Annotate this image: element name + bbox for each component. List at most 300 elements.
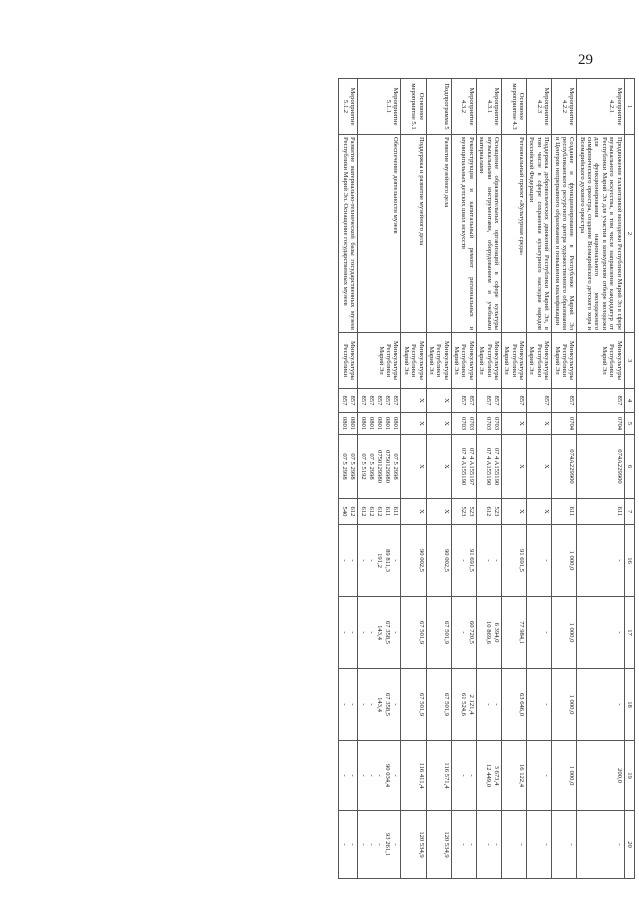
value-cell: [552, 669, 577, 741]
value-line: 16 122,4: [518, 763, 526, 788]
value-cell: [401, 413, 426, 435]
value-line: 612: [485, 506, 492, 517]
value-line: 77 984,1: [518, 620, 526, 645]
value-cell: [451, 435, 476, 499]
value-cell: [552, 435, 577, 499]
rotated-table-container: [75, 78, 635, 878]
value-cell: [451, 389, 476, 413]
value-line: 116 411,4: [417, 762, 425, 789]
responsible-cell: Минкультуры Республики Марий Эл: [401, 333, 426, 389]
value-line: -: [493, 703, 500, 706]
value-line: 611: [384, 506, 392, 517]
value-line: X: [543, 421, 551, 426]
measure-description-cell: Развитие материально-технической базы государственных музеев Республики Марий Эл. Оснащение государственных музеев: [339, 135, 358, 333]
value-line: X: [518, 464, 526, 469]
value-cell: [502, 413, 527, 435]
value-line: 63 646,0: [518, 692, 526, 717]
column-header: 19: [624, 741, 634, 811]
value-cell: [426, 597, 451, 669]
measure-description-cell: Обеспечение деятельности музеев: [358, 135, 401, 333]
responsible-cell: Минкультуры Республики Марий Эл: [577, 333, 624, 389]
value-cell: [552, 413, 577, 435]
responsible-cell: Минкультуры Республики Марий Эл: [451, 333, 476, 389]
value-cell: [476, 525, 501, 597]
value-cell: [339, 669, 358, 741]
value-cell: [339, 435, 358, 499]
value-cell: [577, 389, 624, 413]
value-line: 90 002,5: [417, 548, 425, 573]
value-line: -: [349, 843, 357, 846]
measure-name-cell: Мероприятие 4.2.2: [552, 79, 577, 135]
value-line: -: [459, 843, 467, 846]
value-line: 200,0: [615, 768, 623, 783]
value-line: 0801: [392, 416, 400, 431]
value-line: 540: [341, 506, 349, 517]
value-cell: [527, 413, 552, 435]
value-line: -: [459, 631, 467, 634]
table-row: [502, 79, 527, 879]
value-line: -: [368, 703, 376, 706]
value-line: 0801: [360, 416, 368, 431]
value-line: -: [518, 843, 526, 846]
measure-name-cell: Мероприятие 5.1.2: [339, 79, 358, 135]
measure-name-cell: Мероприятие 4.3.1: [476, 79, 501, 135]
value-line: -: [485, 559, 492, 562]
value-line: 07 4 A155190: [493, 447, 500, 486]
value-line: 10 869,6: [485, 620, 492, 645]
value-line: 1 000,0: [568, 694, 576, 715]
value-cell: [502, 389, 527, 413]
value-line: 67 501,9: [417, 620, 425, 645]
value-cell: [426, 525, 451, 597]
value-line: 143,4: [376, 697, 384, 712]
value-cell: [426, 389, 451, 413]
value-line: -: [341, 703, 349, 706]
measure-name-cell: Подпрограмма 5: [426, 79, 451, 135]
value-line: 1 000,0: [568, 765, 576, 786]
value-line: -: [493, 843, 500, 846]
value-line: 67 358,5: [384, 620, 392, 645]
responsible-cell: Минкультуры Республики: [339, 333, 358, 389]
value-line: 074A229900: [568, 449, 576, 484]
value-cell: [527, 525, 552, 597]
table-row: [426, 79, 451, 879]
responsible-cell: Минкультуры Республики Марий Эл: [476, 333, 501, 389]
value-line: 120 534,9: [442, 831, 450, 858]
value-line: 0703: [459, 416, 467, 431]
value-cell: [577, 811, 624, 879]
value-cell: [358, 669, 401, 741]
column-header: 18: [624, 669, 634, 741]
value-cell: [451, 499, 476, 525]
value-line: 67 501,9: [417, 692, 425, 717]
value-line: X: [518, 421, 526, 426]
value-line: 523: [493, 506, 500, 517]
value-line: -: [368, 559, 376, 562]
value-line: -: [349, 774, 357, 777]
value-cell: [527, 669, 552, 741]
measure-description-cell: Создание и функционирование в Республике Марий Эл республиканского ресурсного центра художественного образования и Центров непрерывного образования и повышения квалификации: [552, 135, 577, 333]
value-line: 6 394,0: [493, 622, 500, 643]
value-cell: [476, 389, 501, 413]
value-cell: [476, 413, 501, 435]
value-line: -: [467, 843, 475, 846]
value-line: -: [376, 843, 384, 846]
value-line: -: [543, 703, 551, 706]
value-line: 07 4 A155197: [467, 447, 475, 486]
value-line: -: [360, 559, 368, 562]
value-line: 611: [615, 506, 623, 517]
value-line: 857: [485, 395, 492, 406]
value-line: -: [459, 774, 467, 777]
value-line: 0801: [349, 416, 357, 431]
column-header: 16: [624, 525, 634, 597]
column-header: 1: [624, 79, 634, 135]
value-line: 91 691,5: [467, 548, 475, 573]
value-line: 07 5 2998: [392, 453, 400, 480]
value-line: X: [417, 464, 425, 469]
value-line: -: [349, 703, 357, 706]
value-cell: [339, 811, 358, 879]
value-line: 611: [392, 506, 400, 517]
value-cell: [527, 435, 552, 499]
value-line: -: [360, 703, 368, 706]
value-cell: [451, 597, 476, 669]
value-line: 143,4: [376, 625, 384, 640]
table-row: [451, 79, 476, 879]
value-line: X: [417, 421, 425, 426]
value-line: 07 5 2998: [341, 453, 349, 480]
value-cell: [426, 499, 451, 525]
value-line: 90 002,5: [442, 548, 450, 573]
value-cell: [527, 811, 552, 879]
value-line: -: [360, 774, 368, 777]
value-line: 91 691,5: [518, 548, 526, 573]
value-line: -: [341, 843, 349, 846]
value-cell: [552, 389, 577, 413]
value-line: 857: [384, 395, 392, 406]
value-cell: [339, 413, 358, 435]
budget-table: [339, 78, 636, 879]
value-cell: [577, 435, 624, 499]
value-line: 611: [568, 506, 576, 517]
value-line: 1 000,0: [568, 622, 576, 643]
value-line: -: [392, 559, 400, 562]
value-line: -: [485, 703, 492, 706]
value-line: -: [349, 559, 357, 562]
value-cell: [577, 669, 624, 741]
value-cell: [401, 435, 426, 499]
value-line: -: [543, 774, 551, 777]
value-line: -: [368, 631, 376, 634]
value-line: -: [568, 843, 576, 846]
value-cell: [358, 741, 401, 811]
value-line: X: [442, 509, 450, 514]
value-line: 93 261,1: [384, 832, 392, 857]
value-cell: [401, 597, 426, 669]
value-cell: [451, 741, 476, 811]
value-line: 116 571,4: [442, 762, 450, 789]
value-line: -: [615, 631, 623, 634]
value-cell: [401, 741, 426, 811]
value-line: 0801: [368, 416, 376, 431]
value-cell: [358, 597, 401, 669]
value-line: 0750129980: [384, 450, 392, 483]
value-line: 07 5 2998: [349, 453, 357, 480]
measure-description-cell: Реконструкция и капитальный ремонт региональных и муниципальных детских школ искусств: [451, 135, 476, 333]
value-line: X: [442, 421, 450, 426]
value-line: 2 121,4: [467, 694, 475, 715]
value-cell: [552, 811, 577, 879]
value-cell: [476, 435, 501, 499]
responsible-cell: Минкультуры Республики Марий Эл: [358, 333, 401, 389]
value-cell: [401, 669, 426, 741]
value-cell: [577, 741, 624, 811]
value-line: X: [543, 464, 551, 469]
value-line: -: [376, 774, 384, 777]
value-cell: [476, 741, 501, 811]
value-line: -: [368, 774, 376, 777]
value-line: 67 501,9: [442, 692, 450, 717]
value-line: 523: [459, 506, 467, 517]
value-cell: [339, 389, 358, 413]
measure-name-cell: Основное мероприятие 5.1: [401, 79, 426, 135]
column-header: 7: [624, 499, 634, 525]
value-line: -: [615, 559, 623, 562]
value-line: 612: [360, 506, 368, 517]
value-line: 07 5 2998: [368, 453, 376, 480]
value-line: 0750129980: [376, 450, 384, 483]
value-line: 0703: [493, 416, 500, 431]
value-cell: [527, 597, 552, 669]
value-cell: [426, 811, 451, 879]
value-line: 857: [543, 395, 551, 406]
value-line: X: [543, 509, 551, 514]
value-cell: [502, 499, 527, 525]
column-header: 4: [624, 389, 634, 413]
value-line: 857: [341, 395, 349, 406]
value-cell: [401, 499, 426, 525]
value-line: 07 4 A155190: [459, 447, 467, 486]
measure-name-cell: Мероприятие 4.2.1: [577, 79, 624, 135]
value-line: X: [417, 509, 425, 514]
value-cell: [527, 741, 552, 811]
value-cell: [502, 597, 527, 669]
measure-name-cell: Мероприятие 4.2.3: [527, 79, 552, 135]
column-header: 17: [624, 597, 634, 669]
value-cell: [401, 811, 426, 879]
value-line: 074A229900: [615, 449, 623, 484]
value-line: -: [485, 843, 492, 846]
measure-name-cell: Мероприятие 4.3.2: [451, 79, 476, 135]
value-line: 857: [368, 395, 376, 406]
value-line: -: [615, 843, 623, 846]
value-cell: [358, 499, 401, 525]
value-cell: [358, 811, 401, 879]
value-line: 612: [349, 506, 357, 517]
value-line: 60 720,5: [467, 620, 475, 645]
measure-description-cell: Развитие музейного дела: [426, 135, 451, 333]
value-line: 0801: [341, 416, 349, 431]
value-cell: [502, 811, 527, 879]
measure-name-cell: Основное мероприятие 4.3: [502, 79, 527, 135]
measure-description-cell: Поддержка добровольческих движений Республики Марий Эл, в том числе в сфере сохранения культурного наследия народов Российской Федерации: [527, 135, 552, 333]
value-line: 857: [349, 395, 357, 406]
table-row: [358, 79, 401, 879]
value-line: -: [543, 631, 551, 634]
value-line: -: [543, 559, 551, 562]
value-line: X: [518, 509, 526, 514]
value-cell: [552, 741, 577, 811]
value-line: 857: [467, 395, 475, 406]
table-row: [577, 79, 624, 879]
value-line: -: [392, 774, 400, 777]
table-row: [527, 79, 552, 879]
value-cell: [426, 669, 451, 741]
value-cell: [451, 669, 476, 741]
value-line: 857: [376, 395, 384, 406]
value-line: X: [442, 464, 450, 469]
value-cell: [577, 525, 624, 597]
value-cell: [527, 389, 552, 413]
value-line: -: [360, 631, 368, 634]
value-line: 857: [518, 395, 526, 406]
value-cell: [451, 525, 476, 597]
measure-description-cell: Поддержка и развитие музейного дела: [401, 135, 426, 333]
table-body: [339, 79, 624, 879]
value-cell: [358, 389, 401, 413]
measure-description-cell: Оснащение образовательных организаций в сфере культуры музыкальными инструментами, оборудованием и учебными материалами: [476, 135, 501, 333]
value-cell: [358, 435, 401, 499]
value-line: 67 358,5: [384, 692, 392, 717]
value-line: X: [442, 398, 450, 403]
value-line: 0704: [568, 416, 576, 431]
value-cell: [451, 413, 476, 435]
column-header: 2: [624, 135, 634, 333]
responsible-cell: Минкультуры Республики Марий Эл: [502, 333, 527, 389]
value-cell: [426, 413, 451, 435]
value-cell: [502, 669, 527, 741]
value-line: 1 000,0: [568, 550, 576, 571]
value-cell: [358, 525, 401, 597]
value-cell: [339, 597, 358, 669]
value-line: -: [349, 631, 357, 634]
value-cell: [502, 525, 527, 597]
value-line: 0801: [384, 416, 392, 431]
value-line: -: [392, 631, 400, 634]
value-cell: [552, 597, 577, 669]
value-line: -: [368, 843, 376, 846]
value-cell: [401, 389, 426, 413]
value-cell: [577, 499, 624, 525]
value-line: -: [615, 703, 623, 706]
value-line: -: [392, 843, 400, 846]
value-line: X: [417, 398, 425, 403]
value-line: 3 673,4: [493, 765, 500, 786]
value-line: 0801: [376, 416, 384, 431]
column-header: 3: [624, 333, 634, 389]
value-cell: [476, 669, 501, 741]
responsible-cell: Минкультуры Республики Марий Эл: [527, 333, 552, 389]
value-cell: [527, 499, 552, 525]
value-line: 857: [392, 395, 400, 406]
value-line: 523: [467, 506, 475, 517]
table-header-row: [624, 79, 634, 879]
value-line: -: [341, 631, 349, 634]
value-line: -: [467, 774, 475, 777]
value-line: 12 449,0: [485, 763, 492, 788]
value-cell: [476, 597, 501, 669]
column-header: 5: [624, 413, 634, 435]
responsible-cell: Минкультуры Республики Марий Эл: [552, 333, 577, 389]
value-line: 857: [360, 395, 368, 406]
value-line: 0703: [485, 416, 492, 431]
value-cell: [552, 525, 577, 597]
value-line: 612: [368, 506, 376, 517]
value-line: 61 524,6: [459, 692, 467, 717]
column-header: 20: [624, 811, 634, 879]
column-header: 6: [624, 435, 634, 499]
value-cell: [502, 741, 527, 811]
value-line: 07 4 A155190: [485, 447, 492, 486]
value-line: 89 811,3: [384, 549, 392, 572]
value-cell: [339, 741, 358, 811]
value-line: -: [493, 559, 500, 562]
value-line: -: [392, 703, 400, 706]
responsible-cell: Минкультуры Республики Марий Эл: [426, 333, 451, 389]
value-line: 612: [376, 506, 384, 517]
value-cell: [401, 525, 426, 597]
value-cell: [339, 499, 358, 525]
value-line: -: [543, 843, 551, 846]
value-cell: [451, 811, 476, 879]
value-line: 857: [493, 395, 500, 406]
value-line: 67 501,9: [442, 620, 450, 645]
measure-description-cell: Региональный проект «Культурная среда»: [502, 135, 527, 333]
value-cell: [426, 741, 451, 811]
value-cell: [577, 413, 624, 435]
measure-description-cell: Продвижение талантливой молодежи Республики Марий Эл в сфере музыкального искусства, в том числе направление кандидатур от Республики Марий Эл для участия в конкурсном отборе молодежи для функционирования национального молодежного симфонического оркестра, создание Всемарийского детского хора и Всемарийского духового оркестра: [577, 135, 624, 333]
table-row: [476, 79, 501, 879]
value-line: 191,2: [376, 553, 384, 568]
value-line: -: [341, 774, 349, 777]
value-cell: [502, 435, 527, 499]
value-cell: [476, 499, 501, 525]
value-line: 07 5 5192: [360, 453, 368, 480]
value-cell: [358, 413, 401, 435]
value-line: -: [341, 559, 349, 562]
table-row: [401, 79, 426, 879]
value-cell: [476, 811, 501, 879]
page-number: 29: [578, 52, 593, 68]
value-line: 857: [459, 395, 467, 406]
value-line: 0703: [467, 416, 475, 431]
value-line: 90 034,4: [384, 763, 392, 788]
table-row: [339, 79, 358, 879]
value-line: 120 534,9: [417, 831, 425, 858]
value-cell: [577, 597, 624, 669]
value-line: 0704: [615, 416, 623, 431]
value-cell: [426, 435, 451, 499]
measure-name-cell: Мероприятие 5.1.1: [358, 79, 401, 135]
value-cell: [552, 499, 577, 525]
table-row: [552, 79, 577, 879]
value-line: -: [360, 843, 368, 846]
value-cell: [339, 525, 358, 597]
value-line: -: [459, 559, 467, 562]
value-line: 857: [568, 395, 576, 406]
value-line: 857: [615, 395, 623, 406]
